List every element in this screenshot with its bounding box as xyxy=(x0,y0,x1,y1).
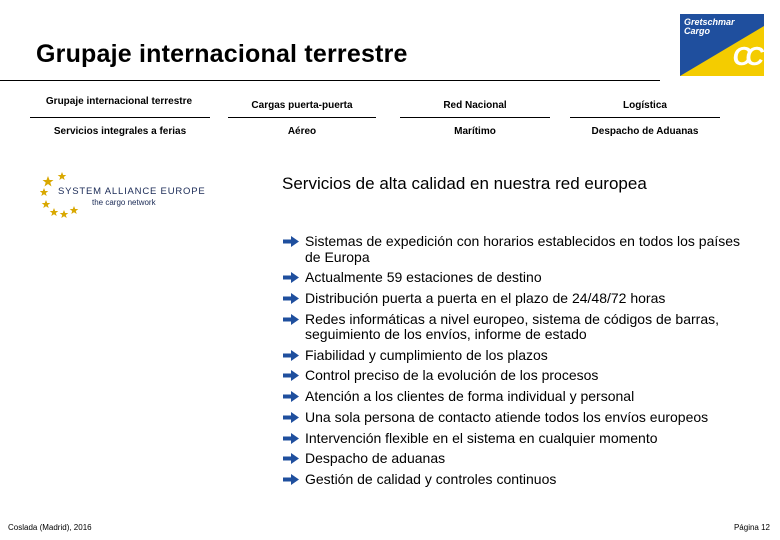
bullet-text: Redes informáticas a nivel europeo, sistema de códigos de barras, seguimiento de los envíos, informe de estado xyxy=(305,310,719,343)
list-item xyxy=(283,234,743,265)
arrow-bullet-icon xyxy=(283,412,299,423)
arrow-bullet-icon xyxy=(283,272,299,283)
service-list xyxy=(283,234,743,493)
bullet-text: Atención a los clientes de forma individual y personal xyxy=(305,388,635,405)
list-item xyxy=(283,451,743,467)
page-number: Página 12 xyxy=(733,523,770,532)
nav-grupaje[interactable]: Grupaje internacional terrestre xyxy=(45,96,193,107)
arrow-bullet-icon xyxy=(283,453,299,464)
bullet-text: Intervención flexible en el sistema en cualquier momento xyxy=(305,429,658,446)
nav-underline-1 xyxy=(30,117,210,118)
bullet-text: Actualmente 59 estaciones de destino xyxy=(305,269,542,286)
nav-despacho[interactable]: Despacho de Aduanas xyxy=(591,126,699,137)
partner-tagline: the cargo network xyxy=(92,198,156,207)
arrow-bullet-icon xyxy=(283,236,299,247)
list-item xyxy=(283,348,743,364)
bullet-text: Sistemas de expedición con horarios establecidos en todos los países de Europa xyxy=(305,233,741,265)
list-item xyxy=(283,431,743,447)
nav-underline-3 xyxy=(400,117,550,118)
logo-mark: CC xyxy=(732,41,758,71)
nav-logistica[interactable]: Logística xyxy=(623,100,667,111)
arrow-bullet-icon xyxy=(283,391,299,402)
nav-ferias[interactable]: Servicios integrales a ferias xyxy=(53,126,187,137)
list-item xyxy=(283,389,743,405)
logo-wordmark xyxy=(684,18,735,36)
list-item xyxy=(283,368,743,384)
nav-maritimo[interactable]: Marítimo xyxy=(454,126,496,137)
title-divider xyxy=(0,80,660,81)
arrow-bullet-icon xyxy=(283,350,299,361)
section-heading: Servicios de alta calidad en nuestra red europea xyxy=(282,174,647,193)
bullet-text: Fiabilidad y cumplimiento de los plazos xyxy=(305,346,548,363)
list-item xyxy=(283,410,743,426)
bullet-text: Una sola persona de contacto atiende todos los envíos europeos xyxy=(305,408,709,425)
list-item xyxy=(283,270,743,286)
footer-location: Coslada (Madrid), 2016 xyxy=(8,523,92,532)
logo-text-line2: Cargo xyxy=(684,26,711,36)
list-item xyxy=(283,291,743,307)
bullet-text: Distribución puerta a puerta en el plazo de 24/48/72 horas xyxy=(305,289,666,306)
bullet-text: Control preciso de la evolución de los procesos xyxy=(305,367,599,384)
list-item xyxy=(283,312,743,343)
logo-text-line1: Gretschmar xyxy=(684,17,735,27)
page-title: Grupaje internacional terrestre xyxy=(36,40,408,68)
nav-red-nacional[interactable]: Red Nacional xyxy=(443,100,507,111)
arrow-bullet-icon xyxy=(283,474,299,485)
system-alliance-logo xyxy=(40,170,210,222)
company-logo xyxy=(680,14,764,76)
nav-cargas[interactable]: Cargas puerta-puerta xyxy=(251,100,353,111)
nav-underline-4 xyxy=(570,117,720,118)
nav-aereo[interactable]: Aéreo xyxy=(287,126,317,137)
bullet-text: Despacho de aduanas xyxy=(305,450,446,467)
nav-underline-2 xyxy=(228,117,376,118)
arrow-bullet-icon xyxy=(283,433,299,444)
bullet-text: Gestión de calidad y controles continuos xyxy=(305,470,557,487)
arrow-bullet-icon xyxy=(283,370,299,381)
partner-name: SYSTEM ALLIANCE EUROPE xyxy=(58,186,206,197)
list-item xyxy=(283,472,743,488)
arrow-bullet-icon xyxy=(283,314,299,325)
arrow-bullet-icon xyxy=(283,293,299,304)
